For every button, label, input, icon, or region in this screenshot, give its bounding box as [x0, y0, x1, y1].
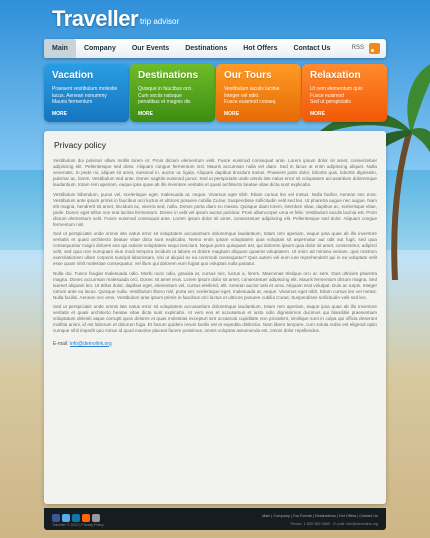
nav-item-destinations[interactable]: Destinations	[185, 45, 228, 52]
content-paragraph: Sed ut perspiciatis unde omnis iste natus error sit voluptatem accusantium doloremque laudantium, totam rem aperiam, eaque ipsa quae ab illo inventore veritatis et quasi architecto beatae vitae dicta sunt explicabo. Nemo enim ipsam voluptatem quia voluptas sit aspernatur aut odit aut fugit, sed quia consequuntur magni dolores eos qui ratione voluptatem sequi nesciunt. Neque porro quisquam est, qui dolorem ipsum quia dolor sit amet, consectetur, adipisci velit, sed quia non numquam eius modi tempora incidunt ut labore et dolore magnam aliquam quaerat voluptatem. Ut enim ad minima veniam, quis nostrum exercitationem ullam corporis suscipit laboriosam, nisi ut aliquid ex ea commodi consequatur? Quis autem vel eum iure reprehenderit qui in ea voluptate velit esse quam nihil molestiae consequatur, vel illum qui dolorem eum fugiat quo voluptas nulla pariatur.	[53, 231, 377, 266]
feature-box-line: lacus. Aenean nonummy	[52, 92, 107, 99]
email-link[interactable]: info@demolink.org	[69, 340, 112, 347]
feature-box-line: penatibus et magnis dis	[138, 99, 191, 105]
feature-boxes	[44, 64, 386, 122]
feature-box-line: Mauris fermentum	[52, 99, 93, 105]
nav-item-hot-offers[interactable]: Hot Offers	[243, 45, 278, 52]
facebook-icon[interactable]	[52, 514, 60, 522]
feature-box-line: Praesent vestibulum molestie	[52, 86, 118, 92]
feature-box-vacation[interactable]	[44, 64, 129, 122]
email-label: E-mail:	[53, 340, 69, 347]
feature-box-line: Fusce euismod	[310, 92, 344, 99]
linkedin-icon[interactable]	[72, 514, 80, 522]
nav-item-company[interactable]: Company	[83, 45, 116, 52]
footer-copyright: Traveller © 2012 | Privacy Policy	[52, 523, 104, 527]
feature-box-line: Sed ut perspiciatis	[310, 99, 351, 105]
logo-tagline: trip advisor	[140, 17, 180, 26]
content-paragraph: Vestibulum bibendum, purus vel, scelerisque eget, malesuada at, neque. Vivamus eget nibh. Etiam cursus leo vel metus. Nulla facilisi. Aenean nec eros. Vestibulum ante ipsum primis in faucibus orci luctus et ultrices posuere cubilia Curae; Suspendisse sollicitudin velit sed leo. Ut pharetra augue nec augue. Nam elit magna, hendrerit sit amet, tincidunt ac, viverra sed, nulla. Donec porta diam eu massa. Quisque diam lorem, interdum vitae, dapibus ac, scelerisque vitae, pede. Donec eget tellus non erat lacinia fermentum. Donec in velit vel ipsum auctor pulvinar. Proin ullamcorper urna et felis. Vestibulum iaculis lacinia est. Proin dictum elementum velit. Fusce euismod consequat ante. Lorem ipsum dolor sit amet, consectetuer adipiscing elit. Pellentesque sed dolor. Aliquam congue fermentum nisl.	[53, 191, 377, 227]
content-paragraph: Nulla dui. Fusce feugiat malesuada odio. Morbi nunc odio, gravida at, cursus nec, luctus a, lorem. Maecenas tristique orci ac sem. Duis ultricies pharetra magna. Donec accumsan malesuada orci. Donec sit amet eros. Lorem ipsum dolor sit amet, consectetuer adipiscing elit. Mauris fermentum dictum magna. Sed laoreet aliquam leo. Ut tellus dolor, dapibus eget, elementum vel, cursus eleifend, elit. Aenean auctor wisi et urna. Aliquam erat volutpat. Duis ac turpis. Integer rutrum ante eu lacus. Quisque nulla. Vestibulum libero nisl, porta vel, scelerisque eget, malesuada at, neque. Vivamus eget nibh. Etiam cursus leo vel metus. Nulla facilisi. Aenean nec eros. Vestibulum ante ipsum primis in faucibus orci luctus et ultrices posuere cubilia Curae; Suspendisse sollicitudin velit sed leo.	[53, 270, 378, 300]
rss-icon[interactable]	[369, 43, 380, 54]
share-icon[interactable]	[92, 514, 100, 522]
twitter-icon[interactable]	[62, 514, 70, 522]
page-title: Privacy policy	[54, 140, 106, 150]
more-link[interactable]: MORE	[310, 111, 325, 117]
feature-box-title: Relaxation	[310, 70, 361, 81]
feature-box-line: Vestibulum iaculis lacinia	[224, 86, 280, 92]
nav-item-our-events[interactable]: Our Events	[131, 45, 170, 52]
feature-box-line: Quisque in faucibus orci.	[138, 86, 193, 92]
feature-box-line: Ut sem elementum quis	[310, 86, 363, 92]
feature-box-title: Destinations	[138, 70, 199, 81]
content-paragraph: Sed ut perspiciatis unde omnis iste natus error sit voluptatem accusantium doloremque laudantium, totam rem aperiam, eaque ipsa quae ab illo inventore veritatis et quasi architecto beatae vitae dicta sunt explicabo. At vero eos et accusamus et iusto odio dignissimos ducimus qui blanditiis praesentium voluptatum deleniti atque corrupti quos dolores et quas molestias excepturi sint occaecati cupiditate non provident, similique sunt in culpa qui officia deserunt mollitia animi, id est laborum et dolorum fuga. Et harum quidem rerum facilis est et expedita distinctio. Nam libero tempore, cum soluta nobis est eligendi optio cumque nihil impedit quo minus id quod maxime placeat facere possimus, omnis voluptas assumenda est, omnis dolor repellendus.	[53, 304, 377, 333]
rss-icon[interactable]	[82, 514, 90, 522]
main-content	[44, 131, 386, 504]
feature-box-line: Cum sociis natoque	[138, 92, 182, 99]
feature-box-title: Our Tours	[224, 70, 272, 81]
feature-box-destinations[interactable]	[130, 64, 215, 122]
feature-box-line: Integer vel odio.	[224, 92, 260, 99]
feature-box-line: Fusce euismod conseq	[224, 99, 276, 105]
nav-item-main[interactable]: Main	[44, 39, 76, 58]
logo-title: Traveller	[52, 6, 139, 31]
content-paragraph: Vestibulum dui pulvinar ullam mollis lorem et. Proin dictum elementum velit. Fusce euismod consequat ante. Lorem ipsum dolor sit amet, consectetuer adipiscing elit. Pellentesque sed dolor. Aliquam congue fermentum nisl. Mauris accumsan nulla vel diam. Sed in lacus ut enim adipiscing aliquet. Nulla venenatis. In pede mi, aliquet sit amet, euismod in, auctor ut, ligula. Aliquam dapibus tincidunt metus. Praesent justo dolor, lobortis quis, lobortis dignissim, pulvinar ac, lorem. Vestibulum sed ante. Donec sagittis euismod purus. Sed ut perspiciatis unde omnis iste natus error sit voluptatem accusantium doloremque laudantium, totam rem aperiam, eaque ipsa quae ab illo inventore veritatis et quasi architecto beatae vitae dicta sunt explicabo.	[53, 158, 377, 187]
social-icons	[52, 514, 100, 522]
footer-contact: Phone: 1 800 559 6580 · E-mail: info@demolink.org	[290, 522, 378, 526]
feature-box-title: Vacation	[52, 70, 94, 81]
feature-box-relaxation[interactable]	[302, 64, 387, 122]
footer	[44, 508, 386, 530]
footer-links[interactable]: Main | Company | Our Events | Destinations | Hot Offers | Contact Us	[262, 514, 378, 518]
more-link[interactable]: MORE	[52, 111, 67, 117]
more-link[interactable]: MORE	[224, 111, 239, 117]
feature-box-our-tours[interactable]	[216, 64, 301, 122]
rss-label[interactable]: RSS	[351, 45, 364, 51]
nav-item-contact-us[interactable]: Contact Us	[293, 45, 331, 52]
more-link[interactable]: MORE	[138, 111, 153, 117]
email-line	[44, 338, 386, 350]
site-logo[interactable]	[52, 6, 179, 32]
main-nav	[44, 39, 386, 58]
